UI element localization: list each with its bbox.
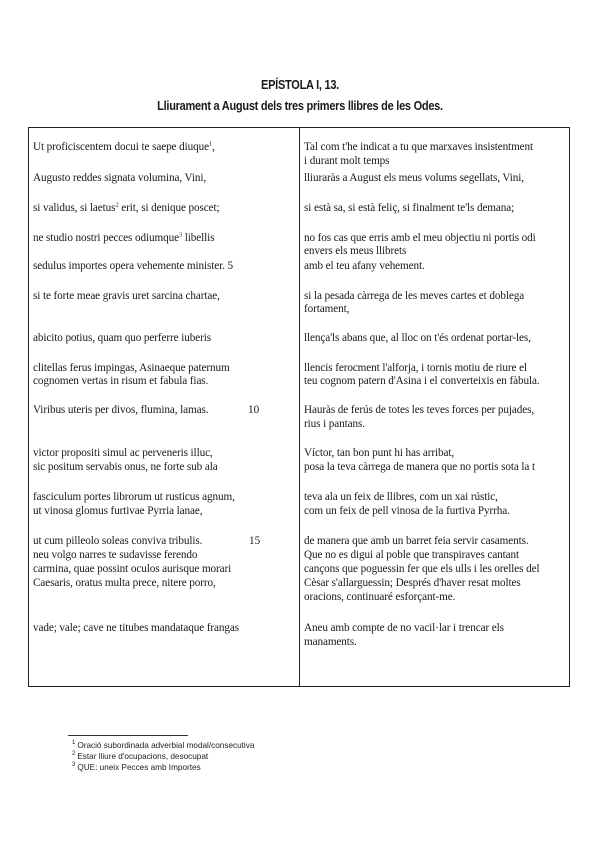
latin-line: si te forte meae gravis uret sarcina chartae,	[33, 290, 220, 302]
latin-line: ne studio nostri pecces odiumque$^3$ libellis	[33, 231, 215, 244]
line-number: 10	[248, 404, 260, 416]
catalan-line: teu cognom patern d'Asina i el converteixis en fàbula.	[304, 375, 540, 387]
footnote-separator	[68, 735, 188, 736]
page-title: EPÍSTOLA I, 13.	[261, 78, 339, 92]
catalan-line: si la pesada càrrega de les meves cartes et doblega	[304, 290, 525, 302]
catalan-line: fortament,	[304, 303, 350, 315]
latin-line: carmina, quae possint oculos aurisque morari	[33, 563, 232, 575]
catalan-line: llencis ferocment l'alforja, i tornis motiu de riure el	[304, 362, 527, 374]
latin-line: Augusto reddes signata volumina, Vini,	[33, 172, 207, 184]
catalan-line: llença'ls abans que, al lloc on t'és ordenat portar-les,	[304, 332, 531, 344]
catalan-line: rius i pantans.	[304, 418, 365, 430]
latin-line: cognomen vertas in risum et fabula fias.	[33, 375, 209, 387]
catalan-line: com un feix de pell vinosa de la furtiva Pyrrha.	[304, 505, 510, 517]
footnote-ref: 2	[115, 201, 119, 209]
latin-line: vade; vale; cave ne titubes mandataque frangas	[33, 622, 240, 634]
latin-line: sedulus importes opera vehemente minister. 5	[33, 260, 234, 272]
catalan-line: envers els meus llibrets	[304, 245, 407, 257]
latin-line: Ut proficiscentem docui te saepe diuque$^1$,	[33, 140, 215, 153]
catalan-line: oracions, continuaré esforçant-me.	[304, 591, 456, 603]
latin-line: ut vinosa glomus furtivae Pyrria lanae,	[33, 505, 203, 517]
catalan-line: teva ala un feix de llibres, com un xai rústic,	[304, 491, 498, 503]
catalan-line: Cèsar s'allarguessin; Després d'haver resat moltes	[304, 577, 521, 589]
catalan-line: no fos cas que erris amb el meu objectiu ni portis odi	[304, 232, 536, 244]
latin-line: fasciculum portes librorum ut rusticus agnum,	[33, 491, 235, 503]
latin-line: neu volgo narres te sudavisse ferendo	[33, 549, 198, 561]
catalan-line: i durant molt temps	[304, 155, 390, 167]
latin-line: ut cum pilleolo soleas conviva tribulis.	[33, 535, 203, 547]
page-subtitle: Lliurament a August dels tres primers llibres de les Odes.	[157, 99, 443, 113]
footnote: $^3$ QUE: uneix Pecces amb Importes	[72, 762, 201, 772]
latin-line: si validus, si laetus$^2$ erit, si denique poscet;	[33, 201, 220, 214]
catalan-line: Aneu amb compte de no vacil·lar i trencar els	[304, 622, 504, 634]
catalan-line: amb el teu afany vehement.	[304, 260, 425, 272]
catalan-line: Que no es digui al poble que transpiraves cantant	[304, 549, 520, 561]
catalan-line: Hauràs de ferús de totes les teves forces per pujades,	[304, 404, 535, 416]
latin-line: clitellas ferus impingas, Asinaeque paternum	[33, 362, 230, 374]
catalan-line: lliuraràs a August els meus volums segellats, Vini,	[304, 172, 524, 184]
line-number: 15	[249, 535, 261, 547]
footnote-ref: 1	[208, 140, 213, 148]
catalan-line: manaments.	[304, 636, 357, 648]
catalan-line: cançons que poguessin fer que els ulls i les orelles del	[304, 563, 540, 575]
column-divider	[299, 127, 300, 687]
catalan-line: Víctor, tan bon punt hi has arribat,	[304, 447, 455, 459]
footnote: $^2$ Estar lliure d'ocupacions, desocupat	[72, 751, 209, 761]
catalan-line: de manera que amb un barret feia servir casaments.	[304, 535, 529, 547]
latin-line: abicito potius, quam quo perferre iuberis	[33, 332, 211, 344]
catalan-line: si està sa, si està feliç, si finalment te'ls demana;	[304, 202, 515, 214]
latin-line: Caesaris, oratus multa prece, nitere porro,	[33, 577, 216, 589]
latin-line: Viribus uteris per divos, flumina, lamas.	[33, 404, 209, 416]
latin-line: sic positum servabis onus, ne forte sub ala	[33, 461, 218, 473]
catalan-line: Tal com t'he indicat a tu que marxaves insistentment	[304, 141, 534, 153]
catalan-line: posa la teva càrrega de manera que no portis sota la t	[304, 461, 535, 473]
footnote: $^1$ Oració subordinada adverbial modal/consecutiva	[72, 740, 255, 750]
footnote-ref: 3	[178, 231, 183, 239]
latin-line: victor propositi simul ac perveneris illuc,	[33, 447, 213, 459]
